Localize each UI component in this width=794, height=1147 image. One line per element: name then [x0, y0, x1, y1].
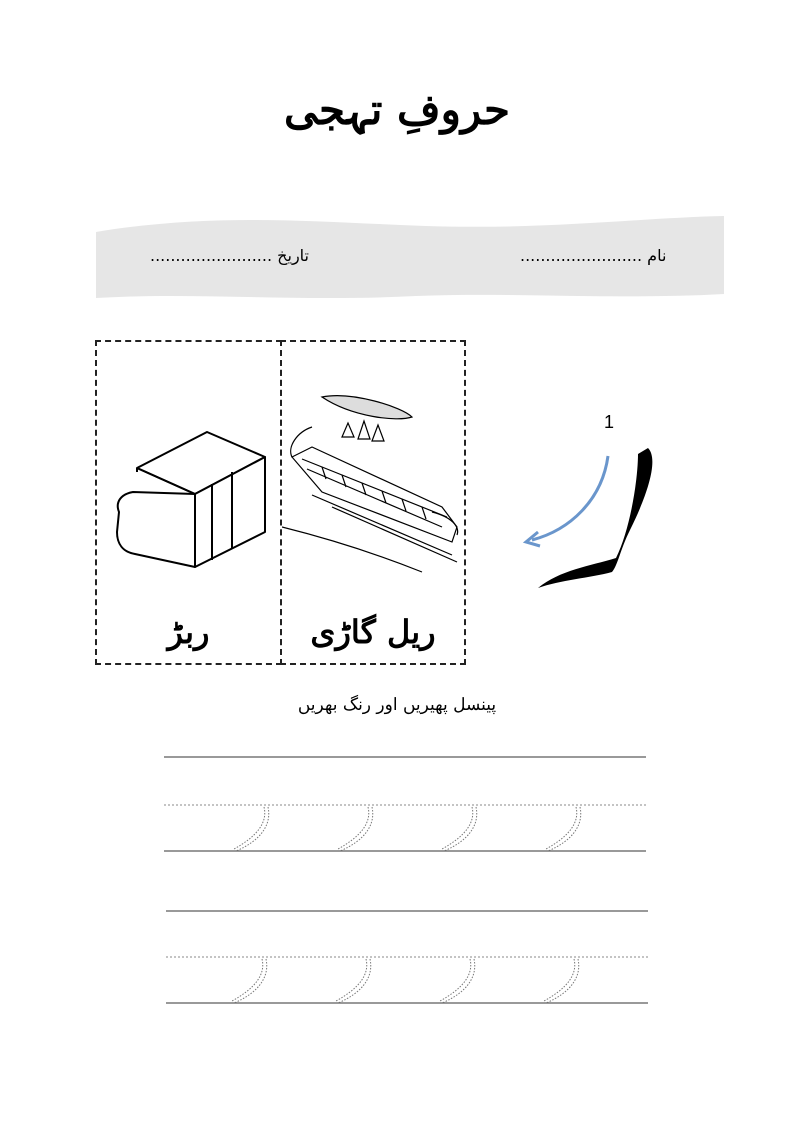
date-dots: ........................	[150, 246, 273, 265]
instruction-text: پینسل پھیریں اور رنگ بھریں	[297, 695, 497, 715]
stroke-number: 1	[604, 412, 615, 432]
card-train	[280, 340, 466, 665]
letter-re-guide	[520, 440, 660, 600]
eraser-icon	[97, 412, 280, 612]
tracing-area	[160, 745, 660, 1015]
name-dots: ........................	[520, 246, 643, 265]
date-label: تاریخ	[277, 246, 309, 265]
name-field[interactable]	[520, 246, 666, 265]
train-icon	[282, 377, 464, 577]
date-field[interactable]	[150, 246, 309, 265]
word-eraser: ربڑ	[167, 613, 210, 651]
name-label: نام	[647, 246, 667, 265]
word-train: ریل گاڑی	[310, 613, 436, 651]
card-eraser	[95, 340, 282, 665]
page-title: حروفِ تہجی	[284, 85, 510, 134]
